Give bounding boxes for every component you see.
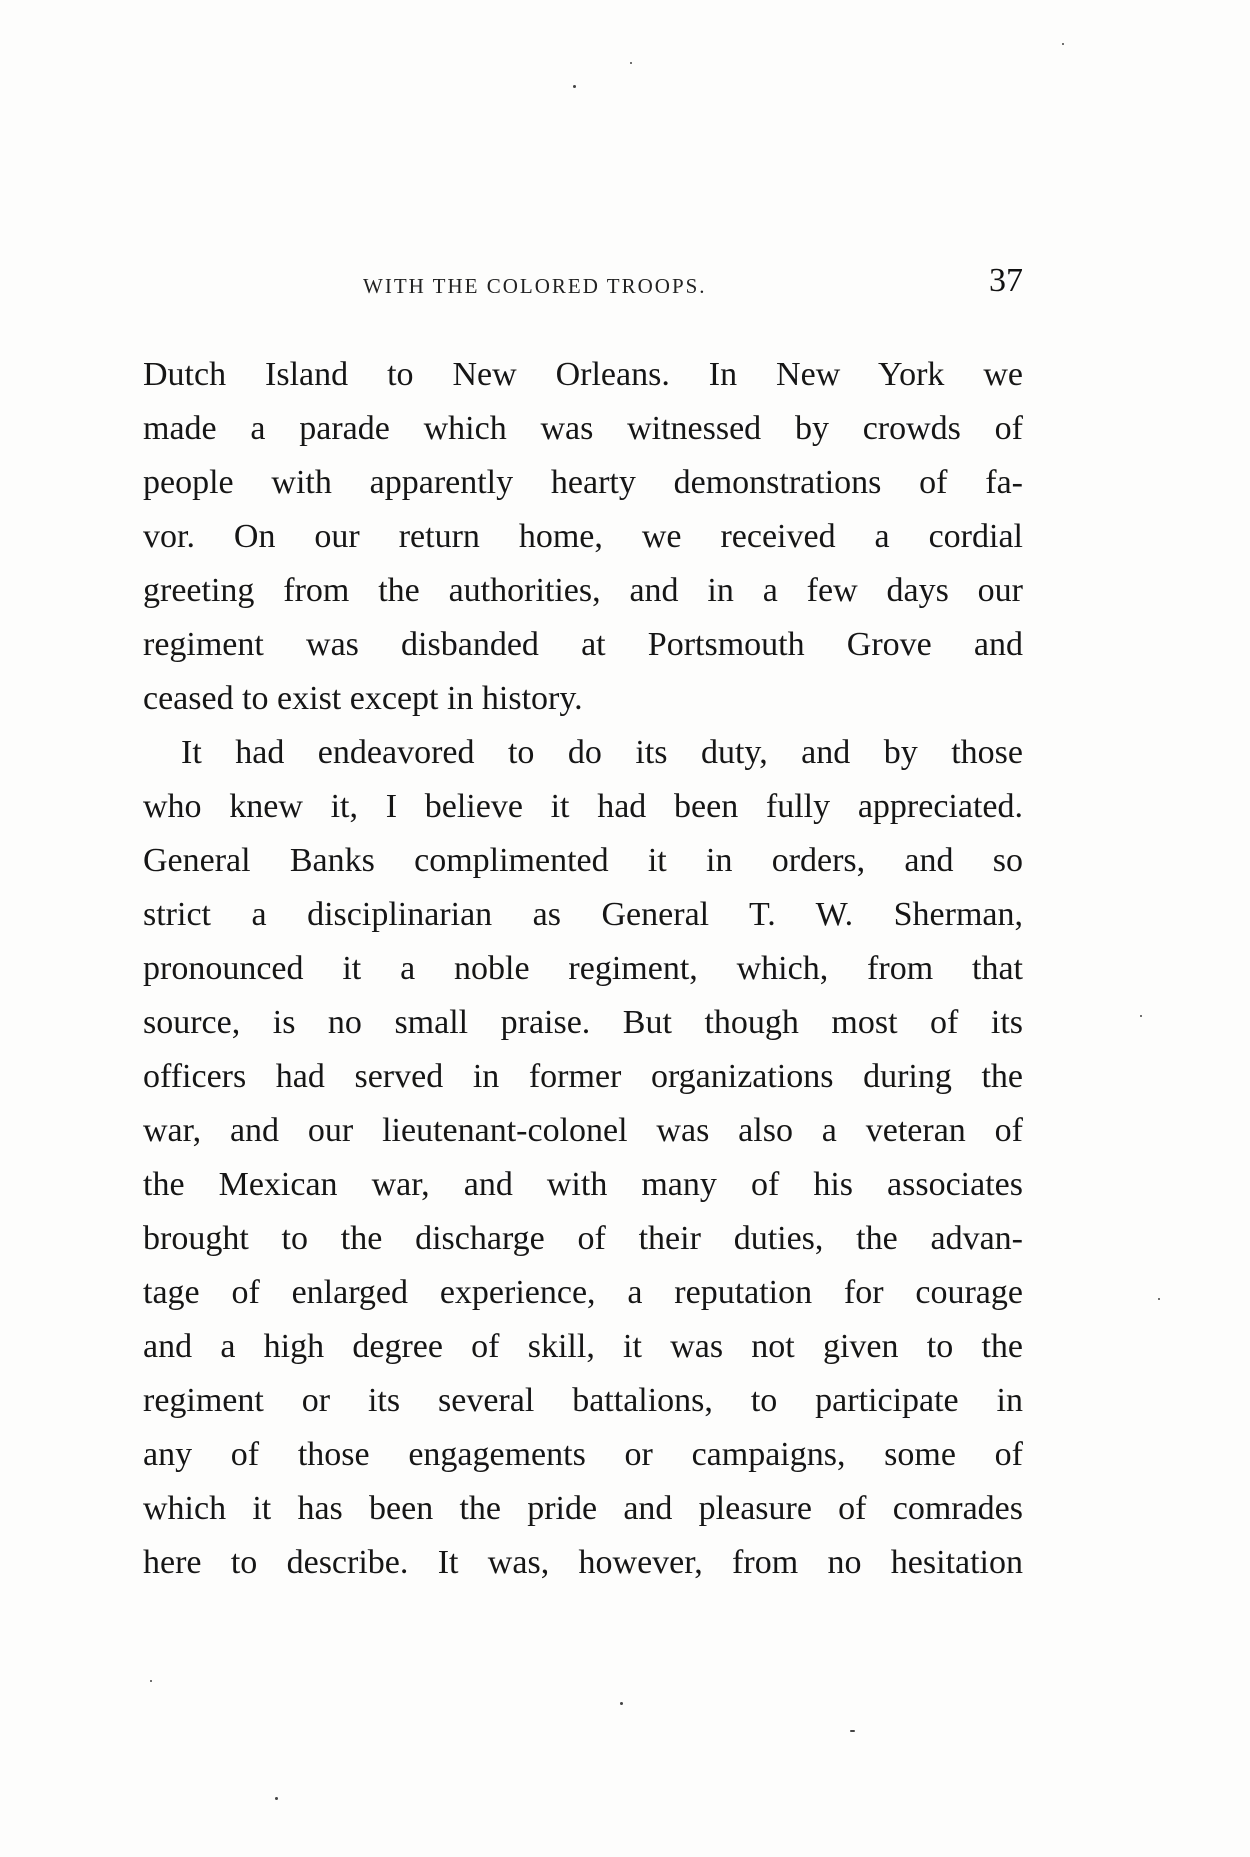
text-line: General Banks complimented it in orders, and so	[143, 842, 1023, 879]
paragraph-1	[143, 348, 1023, 726]
text-line: ceased to exist except in history.	[143, 680, 583, 717]
scan-speck	[1062, 43, 1064, 45]
running-title: WITH THE COLORED TROOPS.	[363, 274, 707, 298]
scan-speck	[630, 62, 632, 64]
text-line: Dutch Island to New Orleans. In New York we	[143, 356, 1023, 393]
text-line: tage of enlarged experience, a reputation for courage	[143, 1274, 1023, 1311]
text-line: made a parade which was witnessed by crowds of	[143, 410, 1023, 447]
text-line: officers had served in former organizations during the	[143, 1058, 1023, 1095]
page-number: 37	[989, 262, 1023, 299]
scan-speck	[1140, 1015, 1142, 1017]
scan-speck	[1158, 1298, 1160, 1300]
text-line: regiment was disbanded at Portsmouth Grove and	[143, 626, 1023, 663]
text-line: people with apparently hearty demonstrations of fa-	[143, 464, 1023, 501]
text-line: and a high degree of skill, it was not given to the	[143, 1328, 1023, 1365]
text-line: who knew it, I believe it had been fully appreciated.	[143, 788, 1023, 825]
text-line: source, is no small praise. But though most of its	[143, 1004, 1023, 1041]
text-line: greeting from the authorities, and in a few days our	[143, 572, 1023, 609]
scan-speck	[573, 85, 576, 88]
page-header	[143, 262, 1023, 302]
text-line: pronounced it a noble regiment, which, from that	[143, 950, 1023, 987]
scan-speck	[275, 1797, 278, 1800]
text-line: the Mexican war, and with many of his associates	[143, 1166, 1023, 1203]
text-line: any of those engagements or campaigns, some of	[143, 1436, 1023, 1473]
text-line: brought to the discharge of their duties, the advan-	[143, 1220, 1023, 1257]
paragraph-2	[143, 726, 1023, 1590]
scan-speck	[150, 1680, 152, 1682]
text-line: It had endeavored to do its duty, and by those	[181, 734, 1023, 771]
text-line: regiment or its several battalions, to participate in	[143, 1382, 1023, 1419]
text-line: vor. On our return home, we received a cordial	[143, 518, 1023, 555]
scan-speck	[850, 1730, 855, 1732]
scan-speck	[620, 1702, 623, 1705]
text-line: here to describe. It was, however, from no hesitation	[143, 1544, 1023, 1581]
text-line: which it has been the pride and pleasure of comrades	[143, 1490, 1023, 1527]
text-line: war, and our lieutenant-colonel was also a veteran of	[143, 1112, 1023, 1149]
text-line: strict a disciplinarian as General T. W. Sherman,	[143, 896, 1023, 933]
body-text	[143, 348, 1023, 1590]
